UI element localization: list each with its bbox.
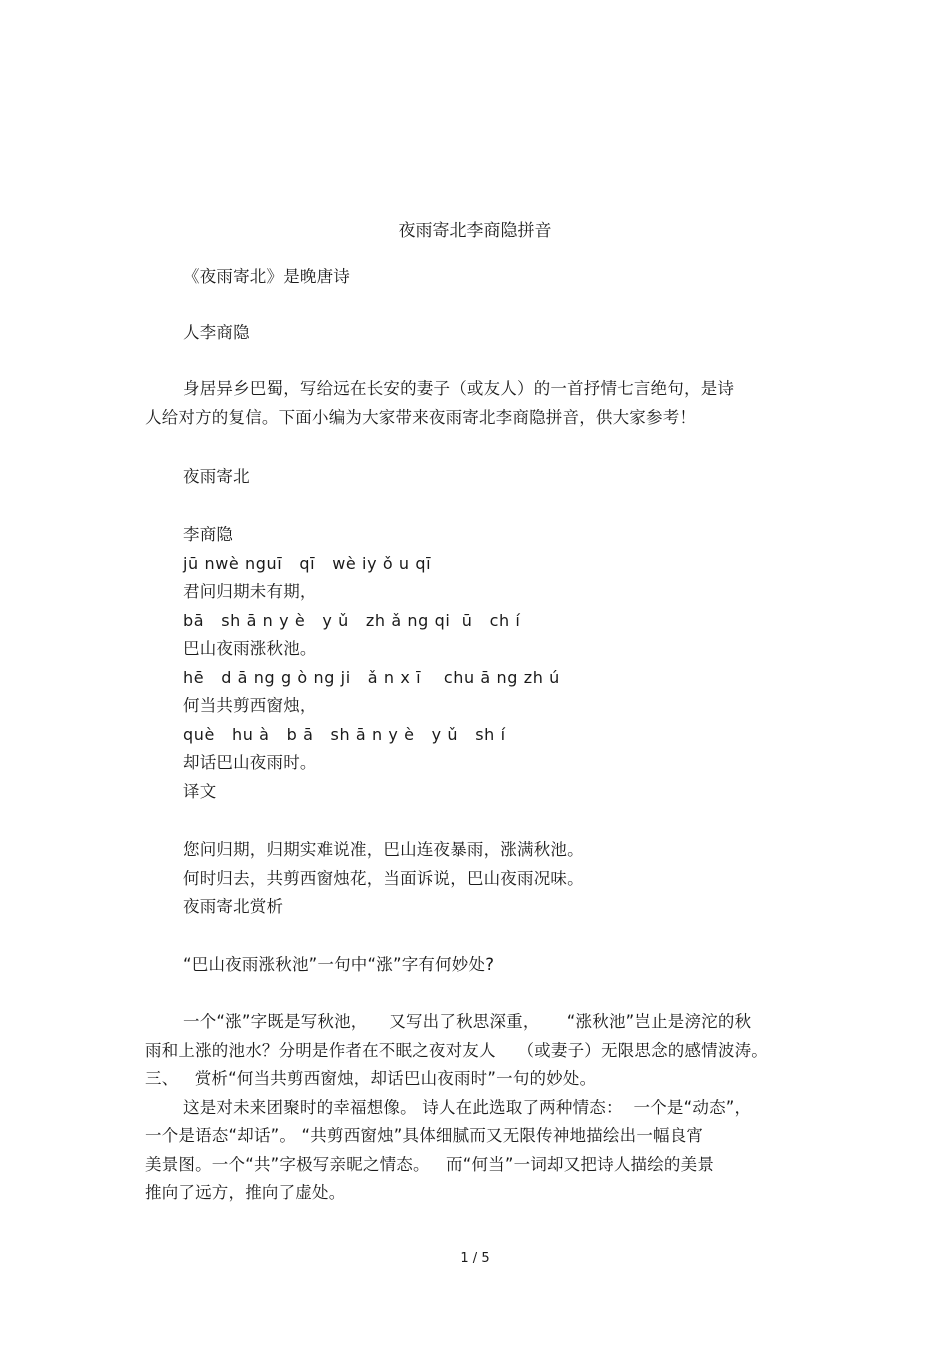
answer-line-3: 三、 赏析“何当共剪西窗烛，却话巴山夜雨时”一句的妙处。 <box>145 1069 597 1088</box>
intro-line-1: 《夜雨寄北》是晚唐诗 <box>183 267 350 286</box>
translation-line-2: 何时归去，共剪西窗烛花，当面诉说，巴山夜雨况味。 <box>183 869 584 888</box>
poem-line-3: 何当共剪西窗烛， <box>183 696 317 715</box>
answer-line-6: 美景图。一个“共”字极写亲昵之情态。 而“何当”一词却又把诗人描绘的美景 <box>145 1155 715 1174</box>
poem-title: 夜雨寄北 <box>183 467 250 486</box>
document-title: 夜雨寄北李商隐拼音 <box>398 221 552 241</box>
page-number: 1 / 5 <box>460 1251 490 1266</box>
appreciation-question: “巴山夜雨涨秋池”一句中“涨”字有何妙处? <box>183 955 495 974</box>
intro-line-4: 人给对方的复信。下面小编为大家带来夜雨寄北李商隐拼音，供大家参考！ <box>145 408 697 427</box>
answer-line-4: 这是对未来团聚时的幸福想像。 诗人在此选取了两种情态： 一个是“动态”， <box>183 1098 752 1117</box>
answer-line-7: 推向了远方，推向了虚处。 <box>145 1183 346 1202</box>
poem-pinyin-1: jū nwè nguī qī wè iy ǒ u qī <box>183 554 432 573</box>
intro-line-2: 人李商隐 <box>183 323 250 342</box>
answer-line-2: 雨和上涨的池水？分明是作者在不眠之夜对友人 （或妻子）无限思念的感情波涛。 <box>145 1041 768 1060</box>
answer-line-5: 一个是语态“却话”。 “共剪西窗烛”具体细腻而又无限传神地描绘出一幅良宵 <box>145 1126 704 1145</box>
poem-line-1: 君问归期未有期， <box>183 582 317 601</box>
poem-pinyin-3: hē d ā ng g ò ng ji ǎ n x ī chu ā ng zh ú <box>183 668 560 687</box>
poem-line-2: 巴山夜雨涨秋池。 <box>183 639 317 658</box>
poem-pinyin-2: bā sh ā n y è y ǔ zh ǎ ng qi ū ch í <box>183 611 521 630</box>
poem-pinyin-4: què hu à b ā sh ā n y è y ǔ sh í <box>183 725 506 744</box>
appreciation-heading: 夜雨寄北赏析 <box>183 897 284 916</box>
poem-author: 李商隐 <box>183 525 234 544</box>
answer-line-1: 一个“涨”字既是写秋池， 又写出了秋思深重， “涨秋池”岂止是滂沱的秋 <box>183 1012 752 1031</box>
translation-heading: 译文 <box>183 782 217 801</box>
translation-line-1: 您问归期，归期实难说准，巴山连夜暴雨，涨满秋池。 <box>183 840 584 859</box>
poem-line-4: 却话巴山夜雨时。 <box>183 753 317 772</box>
intro-line-3: 身居异乡巴蜀，写给远在长安的妻子（或友人）的一首抒情七言绝句，是诗 <box>183 379 735 398</box>
